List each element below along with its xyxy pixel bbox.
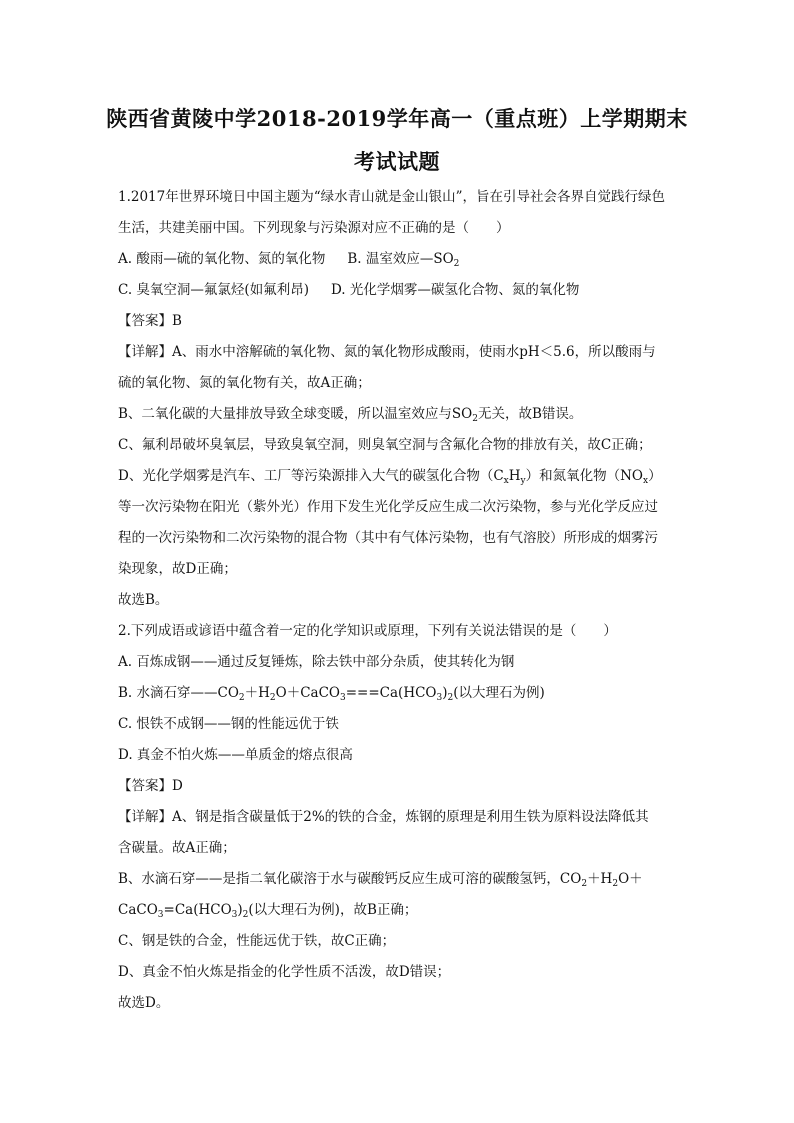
q1-option-c: C. 臭氧空洞—氟氯烃(如氟利昂) <box>118 282 309 298</box>
q2-explanation-line1: 【详解】A、钢是指含碳量低于2%的铁的合金，炼钢的原理是利用生铁为原料设法降低其 <box>118 809 649 825</box>
q2-answer: 【答案】D <box>118 778 183 794</box>
q1-explanation-line4: C、氟利昂破坏臭氧层，导致臭氧空洞，则臭氧空洞与含氟化合物的排放有关，故C正确； <box>118 437 652 453</box>
q1-options-cd <box>118 281 579 299</box>
q1-stem-line1: 1.2017年世界环境日中国主题为“绿水青山就是金山银山”，旨在引导社会各界自觉践行绿色 <box>118 189 666 205</box>
q1-explanation-line6: 等一次污染物在阳光（紫外光）作用下发生光化学反应生成二次污染物，参与光化学反应过 <box>118 499 658 515</box>
q2-explanation-line3: B、水滴石穿——是指二氧化碳溶于水与碳酸钙反应生成可溶的碳酸氢钙，$CO_2+H_2O+$ <box>118 871 643 889</box>
q2-option-d: D. 真金不怕火炼——单质金的熔点很高 <box>118 747 353 763</box>
q2-option-a: A. 百炼成钢——通过反复锤炼，除去铁中部分杂质，使其转化为钢 <box>118 654 515 670</box>
q1-explanation-line2: 硫的氧化物、氮的氧化物有关，故A正确； <box>118 375 371 391</box>
q1-conclusion: 故选B。 <box>118 592 169 608</box>
q2-explanation-line2: 含碳量。故A正确； <box>118 840 236 856</box>
q2-option-b: B. 水滴石穿$——CO_2+H_2O+CaCO_3===Ca(HCO_3)_2$(以大理石为例) <box>118 685 545 703</box>
q2-stem: 2.下列成语或谚语中蕴含着一定的化学知识或原理，下列有关说法错误的是（ ） <box>118 623 617 639</box>
q1-explanation-line8: 染现象，故D正确； <box>118 561 237 577</box>
q2-option-c: C. 恨铁不成钢——钢的性能远优于铁 <box>118 716 339 732</box>
q2-conclusion: 故选D。 <box>118 995 170 1011</box>
document-title-line1: 陕西省黄陵中学2018-2019学年高一（重点班）上学期期末 <box>106 106 688 131</box>
q2-explanation-line4: $CaCO_3=Ca(HCO_3)_2$(以大理石为例)，故B正确； <box>118 902 418 920</box>
q1-explanation-line7: 程的一次污染物和二次污染物的混合物（其中有气体污染物，也有气溶胶）所形成的烟雾污 <box>118 530 658 546</box>
q1-options-ab <box>118 250 459 268</box>
q1-answer: 【答案】B <box>118 313 182 329</box>
q1-stem-line2: 生活，共建美丽中国。下列现象与污染源对应不正确的是（ ） <box>118 220 510 236</box>
q2-explanation-line6: D、真金不怕火炼是指金的化学性质不活泼，故D错误； <box>118 964 451 980</box>
document-title-line2: 考试试题 <box>354 149 440 174</box>
q1-explanation-line1: 【详解】A、雨水中溶解硫的氧化物、氮的氧化物形成酸雨，使雨水pH＜5.6，所以酸雨与 <box>118 344 656 360</box>
q1-explanation-line5: D、光化学烟雾是汽车、工厂等污染源排入大气的碳氢化合物$(C_xH_y)$和氮氧化物$(NO_x)$ <box>118 468 662 486</box>
q1-option-d: D. 光化学烟雾—碳氢化合物、氮的氧化物 <box>330 282 580 298</box>
q1-option-b: B. 温室效应$—SO_2$ <box>347 251 460 269</box>
q1-option-a: A. 酸雨—硫的氧化物、氮的氧化物 <box>118 251 326 267</box>
q1-explanation-line3: B、二氧化碳的大量排放导致全球变暖，所以温室效应与$SO_2$无关，故B错误。 <box>118 406 583 424</box>
q2-explanation-line5: C、钢是铁的合金，性能远优于铁，故C正确； <box>118 933 396 949</box>
